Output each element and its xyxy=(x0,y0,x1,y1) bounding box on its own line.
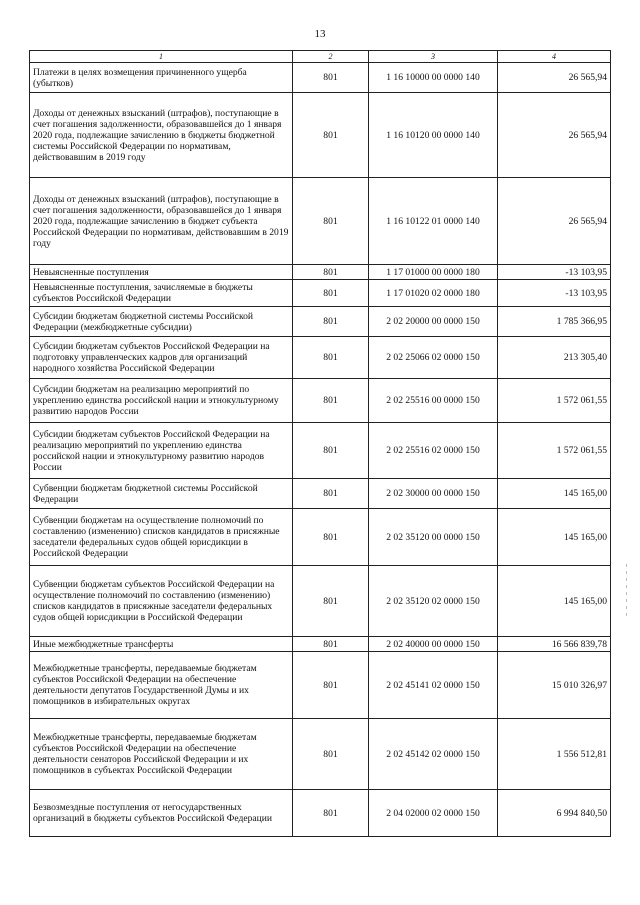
row-budget-code: 1 16 10122 01 0000 140 xyxy=(369,178,498,265)
row-budget-code: 2 02 20000 00 0000 150 xyxy=(369,307,498,337)
row-name: Доходы от денежных взысканий (штрафов), поступающие в счет погашения задолженности, образовавшейся до 1 января 2020 года, подлежащие зачислению в бюджет субъекта Российской Федерации по нормативам, действовавшим в 2019 году xyxy=(30,178,293,265)
table-row xyxy=(30,265,611,280)
row-name: Межбюджетные трансферты, передаваемые бюджетам субъектов Российской Федерации на обеспечение деятельности депутатов Государственной Думы и их помощников в избирательных округах xyxy=(30,652,293,719)
table-row xyxy=(30,566,611,637)
row-admin-code: 801 xyxy=(293,178,369,265)
row-name: Субвенции бюджетам субъектов Российской Федерации на осуществление полномочий по составлению (изменению) списков кандидатов в присяжные заседатели федеральных судов общей юрисдикции в Российской Федерации xyxy=(30,566,293,637)
row-admin-code: 801 xyxy=(293,307,369,337)
table-row xyxy=(30,509,611,566)
row-budget-code: 2 02 25516 00 0000 150 xyxy=(369,379,498,423)
table-row xyxy=(30,93,611,178)
row-admin-code: 801 xyxy=(293,337,369,379)
row-name: Субсидии бюджетам субъектов Российской Федерации на реализацию мероприятий по укреплению единства российской нации и этнокультурному развитию народов России xyxy=(30,423,293,479)
table-header-row xyxy=(30,51,611,63)
row-budget-code: 1 16 10000 00 0000 140 xyxy=(369,63,498,93)
row-budget-code: 1 17 01000 00 0000 180 xyxy=(369,265,498,280)
row-amount: 1 556 512,81 xyxy=(498,719,611,790)
row-name: Субсидии бюджетам на реализацию мероприятий по укреплению единства российской нации и этнокультурному развитию народов России xyxy=(30,379,293,423)
row-amount: 26 565,94 xyxy=(498,63,611,93)
column-header: 4 xyxy=(498,51,611,63)
row-budget-code: 2 02 40000 00 0000 150 xyxy=(369,637,498,652)
table-row xyxy=(30,479,611,509)
row-admin-code: 801 xyxy=(293,479,369,509)
row-amount: 16 566 839,78 xyxy=(498,637,611,652)
row-admin-code: 801 xyxy=(293,719,369,790)
column-header: 2 xyxy=(293,51,369,63)
row-admin-code: 801 xyxy=(293,423,369,479)
page-number: 13 xyxy=(314,28,326,40)
row-admin-code: 801 xyxy=(293,790,369,837)
scan-edge-marks xyxy=(624,560,630,680)
row-amount: 26 565,94 xyxy=(498,178,611,265)
row-amount: 1 572 061,55 xyxy=(498,379,611,423)
row-admin-code: 801 xyxy=(293,280,369,307)
table-row xyxy=(30,280,611,307)
table-row xyxy=(30,790,611,837)
row-amount: 145 165,00 xyxy=(498,566,611,637)
row-admin-code: 801 xyxy=(293,265,369,280)
row-amount: -13 103,95 xyxy=(498,265,611,280)
table-row xyxy=(30,307,611,337)
row-amount: 145 165,00 xyxy=(498,479,611,509)
row-name: Невыясненные поступления, зачисляемые в бюджеты субъектов Российской Федерации xyxy=(30,280,293,307)
row-name: Субсидии бюджетам бюджетной системы Российской Федерации (межбюджетные субсидии) xyxy=(30,307,293,337)
row-budget-code: 2 02 30000 00 0000 150 xyxy=(369,479,498,509)
column-header: 1 xyxy=(30,51,293,63)
table-row xyxy=(30,637,611,652)
row-admin-code: 801 xyxy=(293,63,369,93)
row-admin-code: 801 xyxy=(293,509,369,566)
row-admin-code: 801 xyxy=(293,93,369,178)
row-amount: 213 305,40 xyxy=(498,337,611,379)
table-row xyxy=(30,719,611,790)
table-row xyxy=(30,423,611,479)
row-name: Субвенции бюджетам бюджетной системы Российской Федерации xyxy=(30,479,293,509)
row-amount: 6 994 840,50 xyxy=(498,790,611,837)
row-admin-code: 801 xyxy=(293,637,369,652)
row-budget-code: 1 17 01020 02 0000 180 xyxy=(369,280,498,307)
row-admin-code: 801 xyxy=(293,379,369,423)
row-name: Невыясненные поступления xyxy=(30,265,293,280)
budget-table xyxy=(29,50,611,837)
row-name: Иные межбюджетные трансферты xyxy=(30,637,293,652)
row-amount: 1 572 061,55 xyxy=(498,423,611,479)
table-row xyxy=(30,178,611,265)
row-budget-code: 2 02 45141 02 0000 150 xyxy=(369,652,498,719)
row-budget-code: 2 02 25516 02 0000 150 xyxy=(369,423,498,479)
row-budget-code: 1 16 10120 00 0000 140 xyxy=(369,93,498,178)
table-row xyxy=(30,63,611,93)
row-name: Межбюджетные трансферты, передаваемые бюджетам субъектов Российской Федерации на обеспечение деятельности сенаторов Российской Федерации и их помощников в субъектах Российской Федерации xyxy=(30,719,293,790)
row-budget-code: 2 02 25066 02 0000 150 xyxy=(369,337,498,379)
row-budget-code: 2 04 02000 02 0000 150 xyxy=(369,790,498,837)
row-budget-code: 2 02 35120 00 0000 150 xyxy=(369,509,498,566)
row-name: Субвенции бюджетам на осуществление полномочий по составлению (изменению) списков кандидатов в присяжные заседатели федеральных судов общей юрисдикции в Российской Федерации xyxy=(30,509,293,566)
row-budget-code: 2 02 35120 02 0000 150 xyxy=(369,566,498,637)
row-amount: 145 165,00 xyxy=(498,509,611,566)
row-budget-code: 2 02 45142 02 0000 150 xyxy=(369,719,498,790)
column-header: 3 xyxy=(369,51,498,63)
row-amount: 15 010 326,97 xyxy=(498,652,611,719)
row-name: Доходы от денежных взысканий (штрафов), поступающие в счет погашения задолженности, образовавшейся до 1 января 2020 года, подлежащие зачислению в бюджеты бюджетной системы Российской Федерации по нормативам, действовавшим в 2019 году xyxy=(30,93,293,178)
table-row xyxy=(30,337,611,379)
row-amount: 1 785 366,95 xyxy=(498,307,611,337)
row-name: Субсидии бюджетам субъектов Российской Федерации на подготовку управленческих кадров для организаций народного хозяйства Российской Федерации xyxy=(30,337,293,379)
row-name: Безвозмездные поступления от негосударственных организаций в бюджеты субъектов Российской Федерации xyxy=(30,790,293,837)
row-admin-code: 801 xyxy=(293,652,369,719)
row-name: Платежи в целях возмещения причиненного ущерба (убытков) xyxy=(30,63,293,93)
table-row xyxy=(30,379,611,423)
row-admin-code: 801 xyxy=(293,566,369,637)
row-amount: 26 565,94 xyxy=(498,93,611,178)
table-row xyxy=(30,652,611,719)
row-amount: -13 103,95 xyxy=(498,280,611,307)
